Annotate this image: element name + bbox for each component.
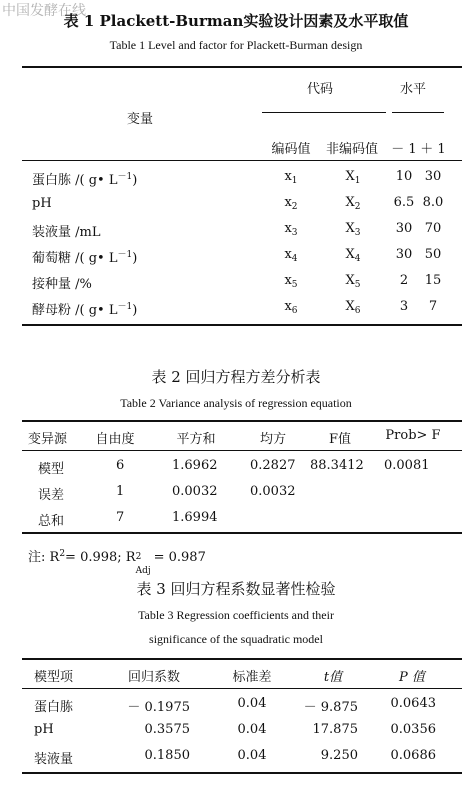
level-low: 10 xyxy=(395,169,413,184)
table2-title: 表 2 回归方程方差分析表 xyxy=(151,368,321,386)
uncoded-value: $X_1$ xyxy=(345,169,361,186)
level-low: 30 xyxy=(395,247,413,262)
ms-cell: 0.2827 xyxy=(250,458,296,473)
p-cell: 0.0356 xyxy=(390,722,436,737)
variable-name: 接种量 /% xyxy=(32,277,92,292)
p-cell: 0.0686 xyxy=(390,748,436,763)
table3-top-rule xyxy=(22,658,462,660)
table1-top-rule xyxy=(22,66,462,68)
table1-header-uncoded: 非编码值 xyxy=(325,142,378,157)
table3-header-t: t值 xyxy=(323,670,343,685)
source-cell: 误差 xyxy=(38,488,65,503)
term-cell: 装液量 xyxy=(34,752,74,767)
level-low: 3 xyxy=(399,299,409,314)
variable-name: 酵母粉 /( g• $L^{-1}$) xyxy=(32,302,138,318)
level-high: 7 xyxy=(428,299,438,314)
df-cell: 6 xyxy=(116,458,125,473)
source-cell: 总和 xyxy=(38,514,65,529)
level-low: 2 xyxy=(399,273,409,288)
coded-value: $x_2$ xyxy=(284,195,298,212)
table1-bottom-rule xyxy=(22,324,462,326)
coded-value: $x_5$ xyxy=(284,273,298,290)
table2-header-ms: 均方 xyxy=(259,432,286,447)
level-high: 70 xyxy=(424,221,442,236)
table3-header-rule xyxy=(22,688,462,689)
term-cell: pH xyxy=(34,722,54,737)
table2-header-source: 变异源 xyxy=(28,432,68,447)
table2-header-ss: 平方和 xyxy=(176,432,216,447)
level-high: 30 xyxy=(424,169,442,184)
table1-header-high: ＋ 1 xyxy=(420,142,446,157)
uncoded-value: $X_2$ xyxy=(345,195,361,212)
level-low: 30 xyxy=(395,221,413,236)
table3-bottom-rule xyxy=(22,772,462,774)
p-cell: 0.0643 xyxy=(390,696,436,711)
coefficient-cell: － 0.1975 xyxy=(127,700,190,715)
table1-level-underline xyxy=(392,112,444,113)
coefficient-cell: 0.3575 xyxy=(144,722,190,737)
table3-header-std: 标准差 xyxy=(232,670,272,685)
table1-header-code: 代码 xyxy=(306,82,333,97)
term-cell: 蛋白胨 xyxy=(34,700,74,715)
table1-header-coded: 编码值 xyxy=(271,142,311,157)
level-high: 15 xyxy=(424,273,442,288)
table1-code-underline xyxy=(262,112,386,113)
table1-header-level: 水平 xyxy=(399,82,426,97)
ms-cell: 0.0032 xyxy=(250,484,296,499)
table3-header-coefficient: 回归系数 xyxy=(127,670,180,685)
table2-note: 注: $R^2= 0.998$; R 2 Adj = 0.987 xyxy=(28,549,206,576)
coded-value: $x_3$ xyxy=(284,221,298,238)
std-cell: 0.04 xyxy=(237,722,267,737)
table1-title: 表 1 Plackett-Burman实验设计因素及水平取值 xyxy=(63,12,409,30)
level-high: 50 xyxy=(424,247,442,262)
variable-name: 装液量 /mL xyxy=(32,225,101,240)
f-cell: 88.3412 xyxy=(310,458,364,473)
uncoded-value: $X_5$ xyxy=(345,273,361,290)
table1-header-low: － 1 xyxy=(391,142,417,157)
table1-header-rule xyxy=(22,160,462,161)
level-low: 6.5 xyxy=(393,195,415,210)
ss-cell: 1.6994 xyxy=(172,510,218,525)
table3-subtitle-line2: significance of the squadratic model xyxy=(149,632,323,646)
coefficient-cell: 0.1850 xyxy=(144,748,190,763)
table2-top-rule xyxy=(22,420,462,422)
std-cell: 0.04 xyxy=(237,696,267,711)
level-high: 8.0 xyxy=(422,195,444,210)
table3-subtitle-line1: Table 3 Regression coefficients and their xyxy=(138,608,334,622)
uncoded-value: $X_3$ xyxy=(345,221,361,238)
t-cell: 17.875 xyxy=(312,722,358,737)
table3-header-p: P 值 xyxy=(399,670,425,685)
source-cell: 模型 xyxy=(38,462,65,477)
table2-bottom-rule xyxy=(22,532,462,534)
t-cell: － 9.875 xyxy=(303,700,358,715)
table2-subtitle: Table 2 Variance analysis of regression equation xyxy=(120,396,352,410)
prob-cell: 0.0081 xyxy=(384,458,430,473)
table1-header-variable: 变量 xyxy=(126,112,153,127)
ss-cell: 1.6962 xyxy=(172,458,218,473)
coded-value: $x_1$ xyxy=(284,169,298,186)
table2-header-prob: Prob> F xyxy=(385,428,441,443)
table1-subtitle: Table 1 Level and factor for Plackett-Burman design xyxy=(109,38,363,52)
df-cell: 1 xyxy=(116,484,125,499)
variable-name: 葡萄糖 /( g• $L^{-1}$) xyxy=(32,250,138,266)
variable-name: pH xyxy=(32,196,52,211)
uncoded-value: $X_6$ xyxy=(345,299,361,316)
variable-name: 蛋白胨 /( g• $L^{-1}$) xyxy=(32,172,138,188)
uncoded-value: $X_4$ xyxy=(345,247,361,264)
table2-header-f: F值 xyxy=(328,432,352,447)
table3-header-term: 模型项 xyxy=(34,670,74,685)
table2-header-df: 自由度 xyxy=(95,432,135,447)
table3-title: 表 3 回归方程系数显著性检验 xyxy=(136,580,336,598)
df-cell: 7 xyxy=(116,510,125,525)
t-cell: 9.250 xyxy=(320,748,358,763)
ss-cell: 0.0032 xyxy=(172,484,218,499)
coded-value: $x_4$ xyxy=(284,247,298,264)
coded-value: $x_6$ xyxy=(284,299,298,316)
table2-header-rule xyxy=(22,450,462,451)
watermark: 中国发酵在线 xyxy=(2,3,86,19)
std-cell: 0.04 xyxy=(237,748,267,763)
